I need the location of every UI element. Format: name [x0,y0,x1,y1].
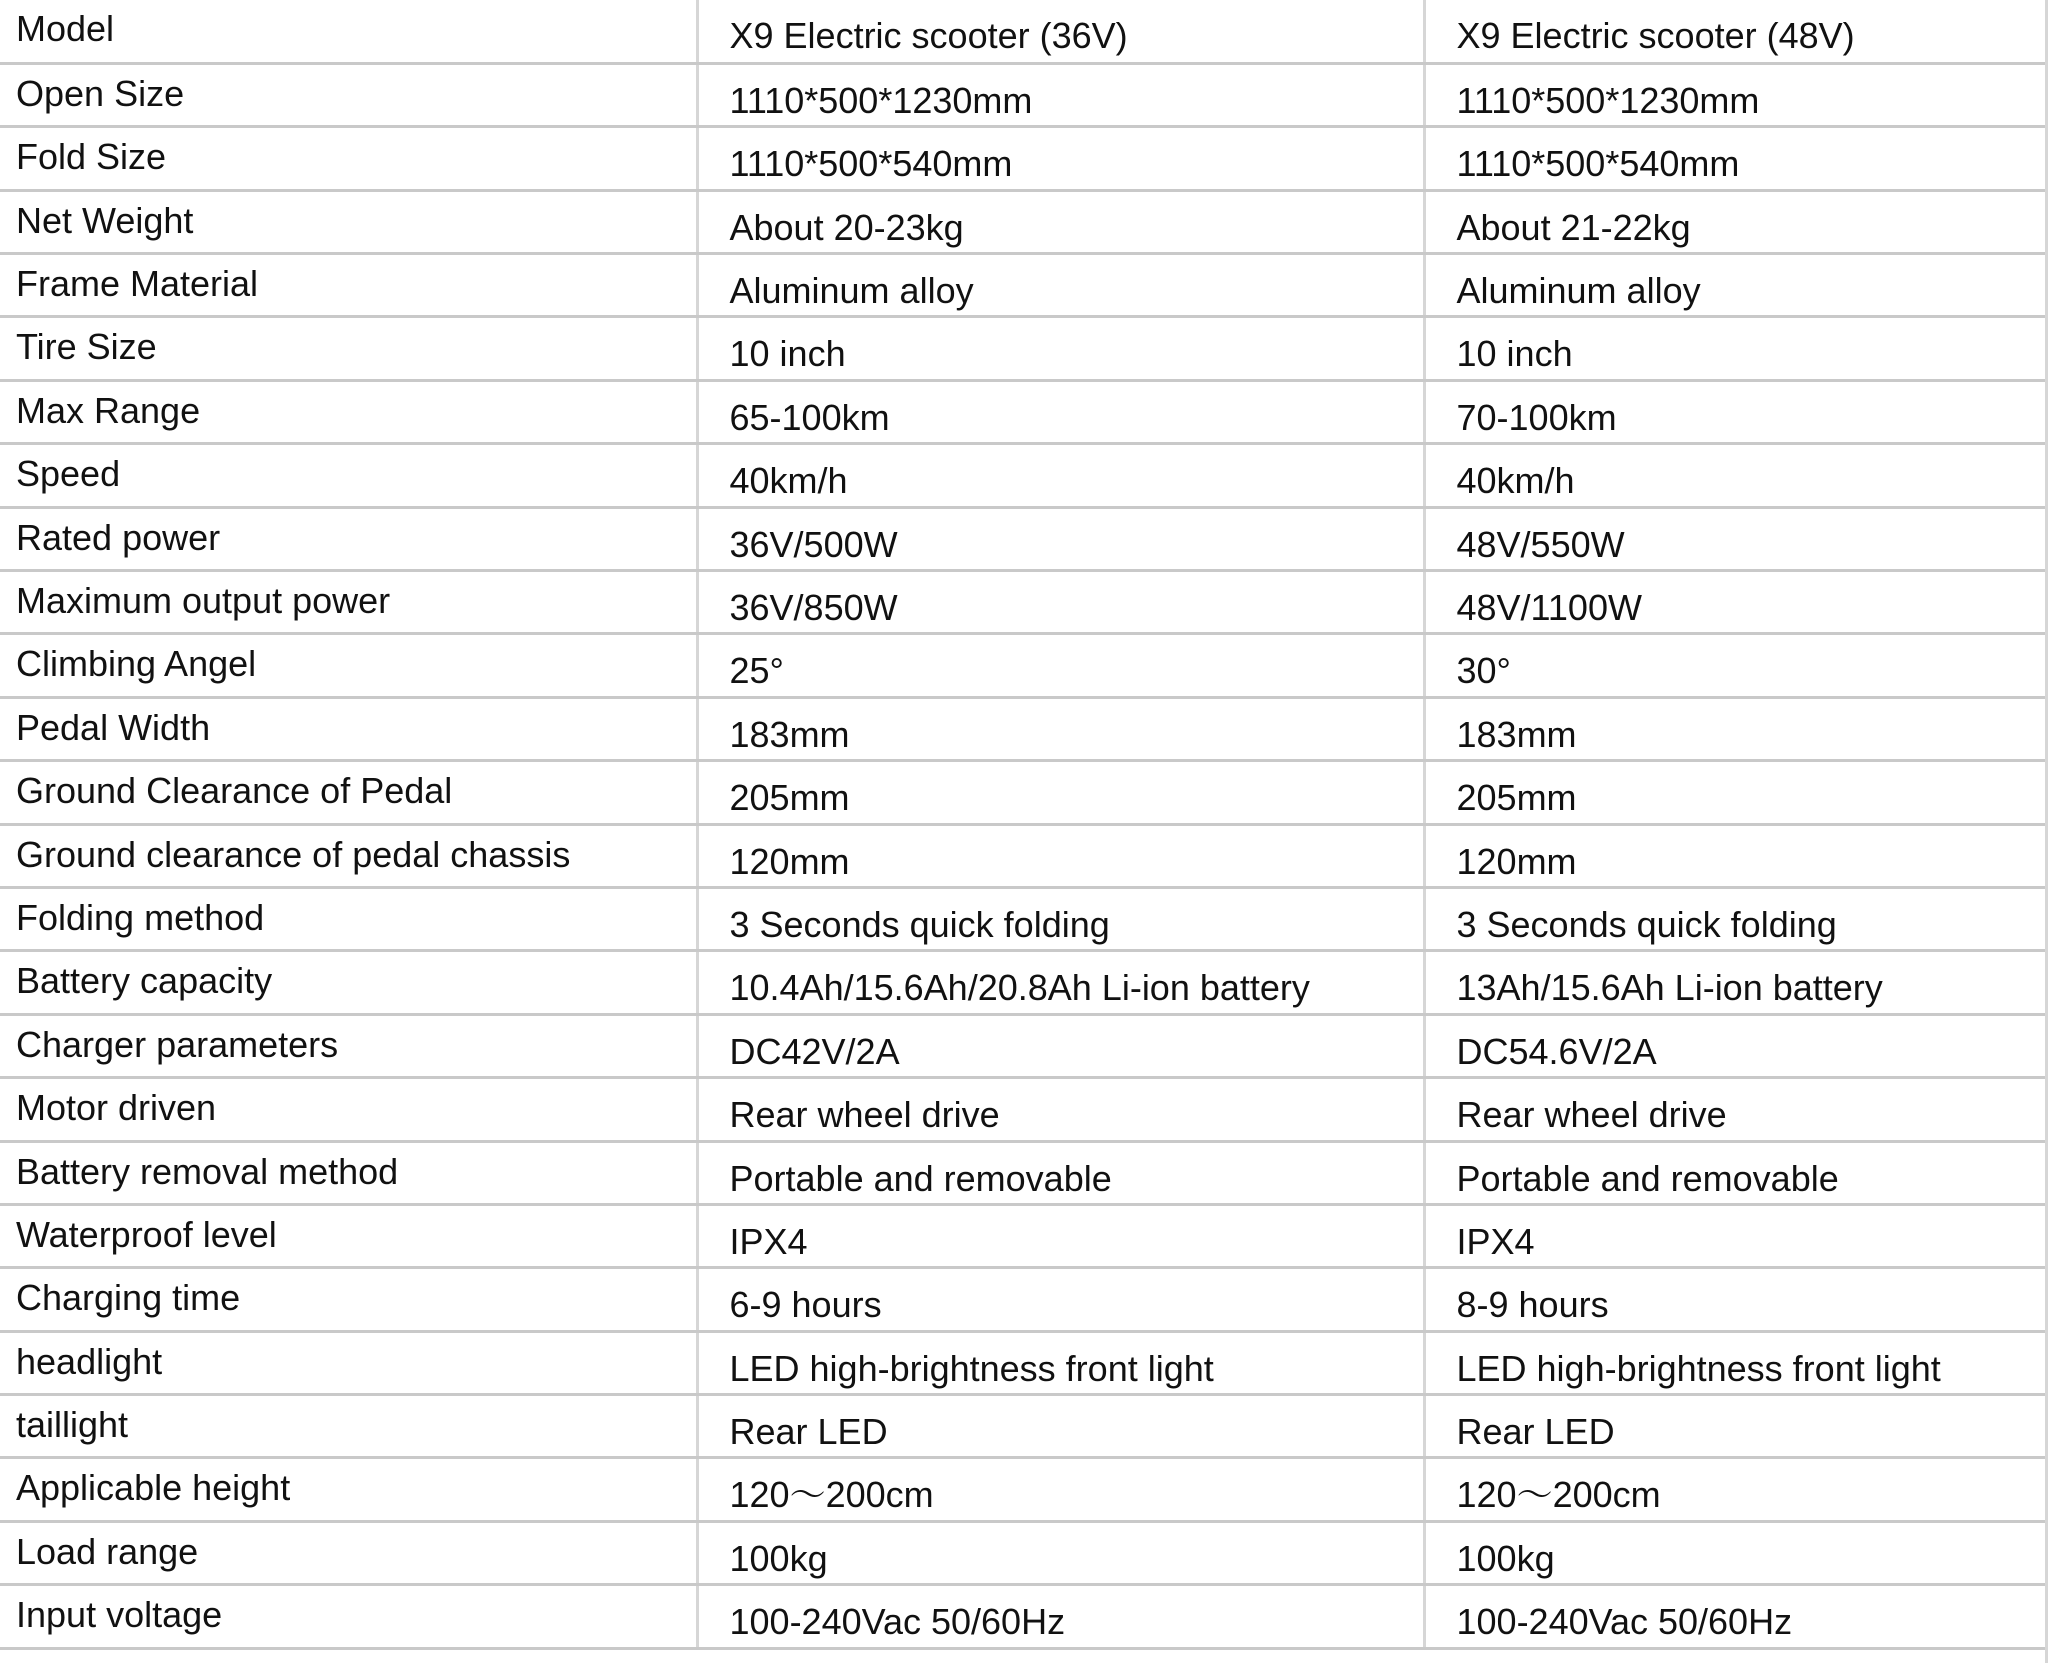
table-row [0,1014,2048,1077]
table-row [0,444,2048,507]
row-36v-cell: 36V/850W [697,571,1424,634]
table-row [0,571,2048,634]
row-36v-cell: 6-9 hours [697,1268,1424,1331]
row-36v-cell: 120～200cm [697,1458,1424,1521]
table-row [0,1521,2048,1584]
table-row [0,824,2048,887]
row-36v-cell: 183mm [697,697,1424,760]
row-36v-cell: 65-100km [697,380,1424,443]
table-row [0,63,2048,126]
row-36v-cell: Rear wheel drive [697,1078,1424,1141]
row-label-cell: Battery removal method [0,1141,697,1204]
row-label-cell: Input voltage [0,1585,697,1648]
row-48v-cell: Portable and removable [1424,1141,2048,1204]
row-label-cell: Max Range [0,380,697,443]
row-label-cell: Frame Material [0,254,697,317]
row-label-cell: Fold Size [0,127,697,190]
row-48v-cell: 120～200cm [1424,1458,2048,1521]
row-label-cell: taillight [0,1395,697,1458]
table-row [0,1331,2048,1394]
row-48v-cell: 100-240Vac 50/60Hz [1424,1585,2048,1648]
row-label-cell: Net Weight [0,190,697,253]
row-36v-cell: Rear LED [697,1395,1424,1458]
row-48v-cell: Rear LED [1424,1395,2048,1458]
row-label-cell: Battery capacity [0,951,697,1014]
row-48v-cell: 205mm [1424,761,2048,824]
table-row [0,697,2048,760]
row-label-cell: Applicable height [0,1458,697,1521]
row-36v-cell: 100-240Vac 50/60Hz [697,1585,1424,1648]
row-label-cell: Motor driven [0,1078,697,1141]
row-48v-cell: 120mm [1424,824,2048,887]
table-row [0,1458,2048,1521]
table-row [0,1078,2048,1141]
table-row [0,1268,2048,1331]
row-48v-cell: 13Ah/15.6Ah Li-ion battery [1424,951,2048,1014]
row-label-cell: Ground Clearance of Pedal [0,761,697,824]
table-row [0,634,2048,697]
table-row [0,1141,2048,1204]
row-label-cell: Open Size [0,63,697,126]
row-48v-cell: 48V/550W [1424,507,2048,570]
row-36v-cell: 25° [697,634,1424,697]
row-36v-cell: 120mm [697,824,1424,887]
table-row [0,951,2048,1014]
row-36v-cell: 100kg [697,1521,1424,1584]
row-48v-cell: 48V/1100W [1424,571,2048,634]
row-label-cell: Climbing Angel [0,634,697,697]
table-row [0,1395,2048,1458]
row-36v-cell: 205mm [697,761,1424,824]
row-label-cell: Maximum output power [0,571,697,634]
row-36v-cell: LED high-brightness front light [697,1331,1424,1394]
row-label-cell: Pedal Width [0,697,697,760]
row-36v-cell: Aluminum alloy [697,254,1424,317]
row-48v-cell: 183mm [1424,697,2048,760]
row-36v-cell: 10 inch [697,317,1424,380]
table-row [0,190,2048,253]
row-36v-cell: DC42V/2A [697,1014,1424,1077]
table-row [0,1585,2048,1648]
table-row [0,761,2048,824]
row-48v-cell: IPX4 [1424,1204,2048,1267]
row-label-cell: headlight [0,1331,697,1394]
row-48v-cell: 100kg [1424,1521,2048,1584]
header-36v-cell: X9 Electric scooter (36V) [697,0,1424,63]
row-label-cell: Charging time [0,1268,697,1331]
table-row [0,380,2048,443]
row-36v-cell: 1110*500*540mm [697,127,1424,190]
row-36v-cell: 10.4Ah/15.6Ah/20.8Ah Li-ion battery [697,951,1424,1014]
row-36v-cell: IPX4 [697,1204,1424,1267]
row-36v-cell: About 20-23kg [697,190,1424,253]
row-36v-cell: Portable and removable [697,1141,1424,1204]
row-48v-cell: DC54.6V/2A [1424,1014,2048,1077]
table-row [0,887,2048,950]
row-label-cell: Load range [0,1521,697,1584]
row-48v-cell: Aluminum alloy [1424,254,2048,317]
row-36v-cell: 40km/h [697,444,1424,507]
row-label-cell: Folding method [0,887,697,950]
table-row [0,254,2048,317]
row-label-cell: Speed [0,444,697,507]
row-48v-cell: About 21-22kg [1424,190,2048,253]
header-48v-cell: X9 Electric scooter (48V) [1424,0,2048,63]
row-label-cell: Waterproof level [0,1204,697,1267]
table-row [0,317,2048,380]
table-row [0,1204,2048,1267]
row-48v-cell: Rear wheel drive [1424,1078,2048,1141]
row-label-cell: Rated power [0,507,697,570]
row-48v-cell: LED high-brightness front light [1424,1331,2048,1394]
row-48v-cell: 30° [1424,634,2048,697]
row-48v-cell: 3 Seconds quick folding [1424,887,2048,950]
row-36v-cell: 1110*500*1230mm [697,63,1424,126]
row-48v-cell: 8-9 hours [1424,1268,2048,1331]
row-48v-cell: 70-100km [1424,380,2048,443]
row-label-cell: Charger parameters [0,1014,697,1077]
row-label-cell: Tire Size [0,317,697,380]
table-row [0,507,2048,570]
row-label-cell: Ground clearance of pedal chassis [0,824,697,887]
row-36v-cell: 3 Seconds quick folding [697,887,1424,950]
row-48v-cell: 1110*500*540mm [1424,127,2048,190]
row-48v-cell: 10 inch [1424,317,2048,380]
row-48v-cell: 40km/h [1424,444,2048,507]
header-row [0,0,2048,63]
row-36v-cell: 36V/500W [697,507,1424,570]
row-48v-cell: 1110*500*1230mm [1424,63,2048,126]
table-row [0,127,2048,190]
header-label-cell: Model [0,0,697,63]
